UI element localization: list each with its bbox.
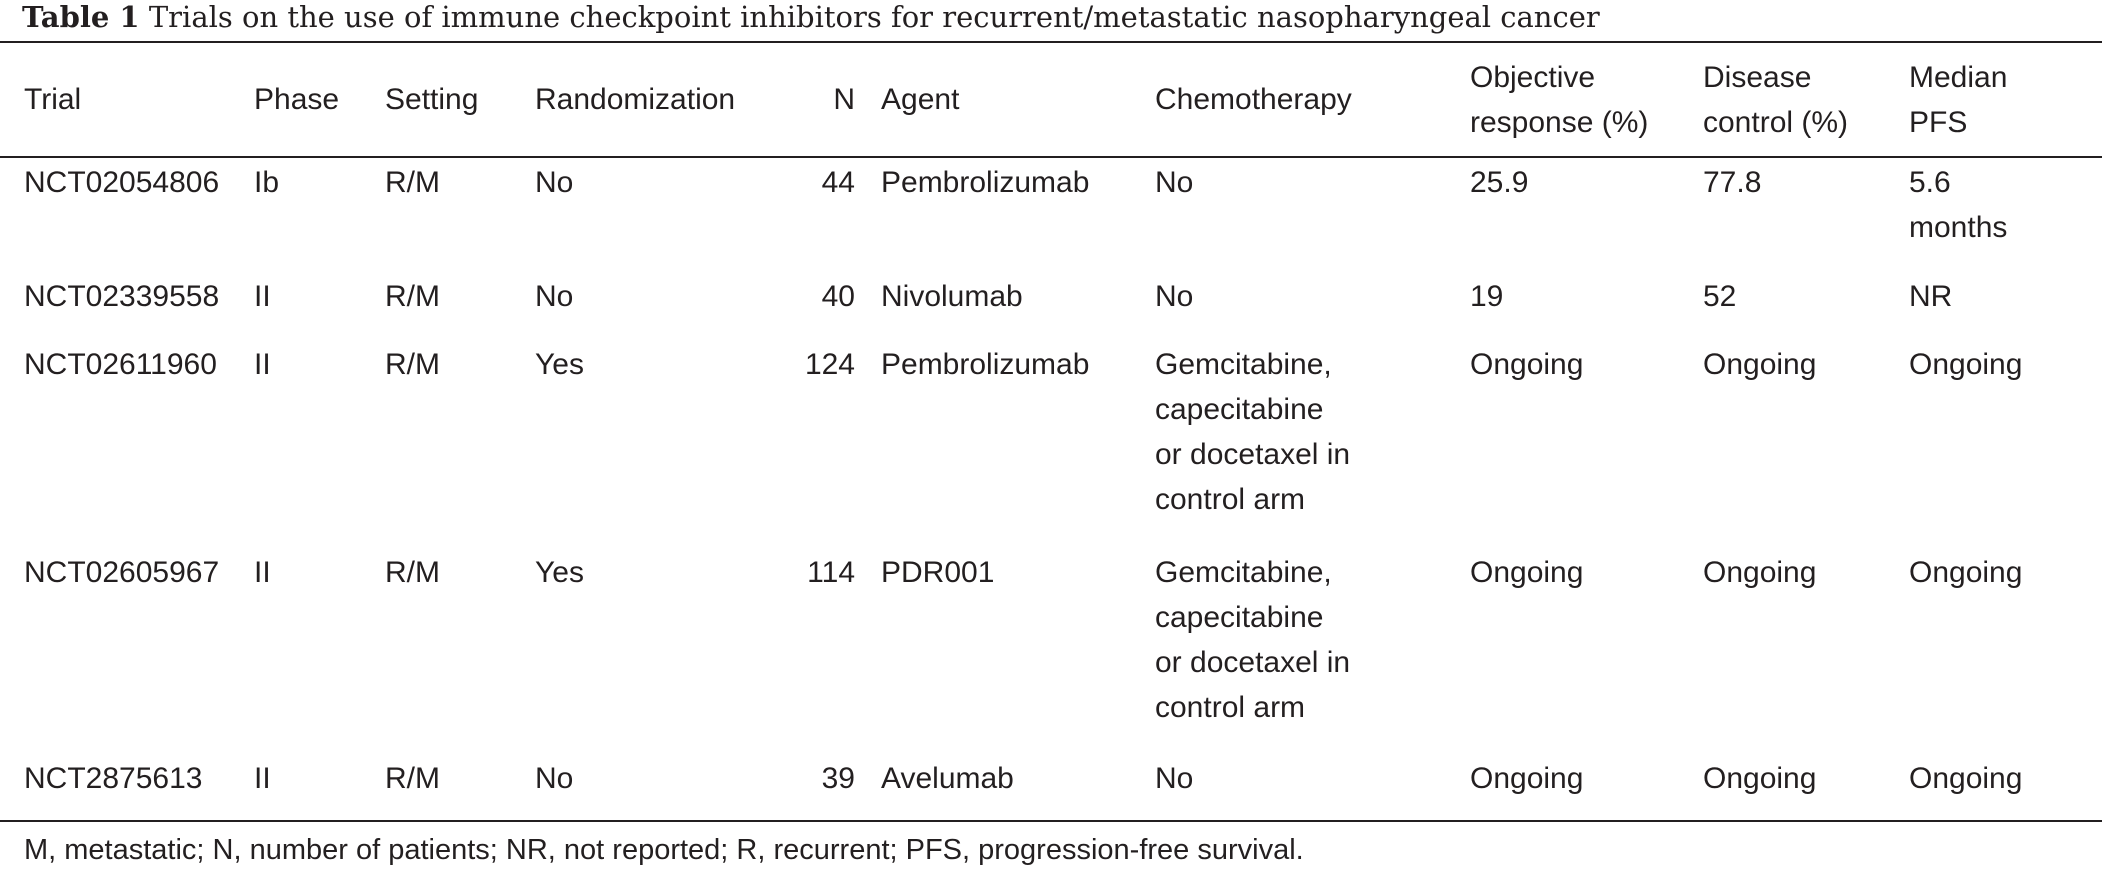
cell-trial: NCT02605967 <box>24 556 220 589</box>
header-n: N <box>833 83 855 116</box>
cell-objective-response: Ongoing <box>1470 556 1584 589</box>
cell-median-pfs: Ongoing <box>1909 556 2023 589</box>
header-setting: Setting <box>385 83 479 116</box>
table-row <box>0 752 2102 820</box>
cell-median-pfs: Ongoing <box>1909 348 2023 381</box>
cell-phase: Ib <box>254 166 280 199</box>
cell-trial: NCT02611960 <box>24 348 217 381</box>
cell-chemotherapy: No <box>1155 280 1194 313</box>
cell-setting: R/M <box>385 762 440 795</box>
header-median-pfs: Median PFS <box>1909 60 2008 139</box>
cell-trial: NCT2875613 <box>24 762 203 795</box>
cell-agent: Pembrolizumab <box>881 348 1090 381</box>
table-footnote: M, metastatic; N, number of patients; NR, not reported; R, recurrent; PFS, progression-free survival. <box>24 834 1304 866</box>
header-disease-control: Disease control (%) <box>1703 60 1849 139</box>
cell-n: 44 <box>821 166 855 199</box>
cell-chemotherapy: No <box>1155 762 1194 795</box>
header-trial: Trial <box>24 83 82 116</box>
header-agent: Agent <box>881 83 960 116</box>
cell-setting: R/M <box>385 556 440 589</box>
cell-phase: II <box>254 348 271 381</box>
cell-objective-response: 19 <box>1470 280 1504 313</box>
cell-trial: NCT02339558 <box>24 280 220 313</box>
table-row <box>0 546 2102 752</box>
cell-agent: Pembrolizumab <box>881 166 1090 199</box>
table-bottom-rule <box>0 820 2102 822</box>
cell-median-pfs: NR <box>1909 280 1953 313</box>
table-header-row <box>0 43 2102 156</box>
table-caption-text: Trials on the use of immune checkpoint inhibitors for recurrent/metastatic nasopharyngeal cancer <box>148 0 1600 34</box>
cell-setting: R/M <box>385 348 440 381</box>
cell-disease-control: 52 <box>1703 280 1737 313</box>
table-row <box>0 270 2102 338</box>
table-row <box>0 338 2102 546</box>
cell-disease-control: Ongoing <box>1703 762 1817 795</box>
header-randomization: Randomization <box>535 83 736 116</box>
cell-randomization: No <box>535 166 574 199</box>
cell-phase: II <box>254 280 271 313</box>
cell-disease-control: 77.8 <box>1703 166 1762 199</box>
cell-agent: Avelumab <box>881 762 1014 795</box>
header-phase: Phase <box>254 83 340 116</box>
cell-chemotherapy: No <box>1155 166 1194 199</box>
table-caption-label: Table 1 <box>22 0 140 34</box>
cell-trial: NCT02054806 <box>24 166 220 199</box>
table-caption <box>22 0 1600 36</box>
cell-objective-response: Ongoing <box>1470 348 1584 381</box>
cell-objective-response: Ongoing <box>1470 762 1584 795</box>
cell-chemotherapy: Gemcitabine, capecitabine or docetaxel in control arm <box>1155 556 1351 724</box>
cell-phase: II <box>254 762 271 795</box>
cell-phase: II <box>254 556 271 589</box>
cell-median-pfs: Ongoing <box>1909 762 2023 795</box>
cell-randomization: Yes <box>535 556 584 589</box>
cell-disease-control: Ongoing <box>1703 348 1817 381</box>
cell-setting: R/M <box>385 166 440 199</box>
cell-disease-control: Ongoing <box>1703 556 1817 589</box>
header-objective-response: Objective response (%) <box>1470 60 1649 139</box>
header-chemotherapy: Chemotherapy <box>1155 83 1352 116</box>
cell-agent: Nivolumab <box>881 280 1023 313</box>
cell-agent: PDR001 <box>881 556 995 589</box>
cell-chemotherapy: Gemcitabine, capecitabine or docetaxel in control arm <box>1155 348 1351 516</box>
trials-table <box>0 43 2102 820</box>
cell-n: 124 <box>804 348 855 381</box>
cell-setting: R/M <box>385 280 440 313</box>
cell-n: 114 <box>807 556 855 589</box>
table-row <box>0 156 2102 270</box>
cell-median-pfs: 5.6 months <box>1909 166 2008 244</box>
cell-n: 40 <box>821 280 855 313</box>
cell-objective-response: 25.9 <box>1470 166 1529 199</box>
cell-n: 39 <box>821 762 855 795</box>
cell-randomization: No <box>535 762 574 795</box>
cell-randomization: No <box>535 280 574 313</box>
cell-randomization: Yes <box>535 348 584 381</box>
